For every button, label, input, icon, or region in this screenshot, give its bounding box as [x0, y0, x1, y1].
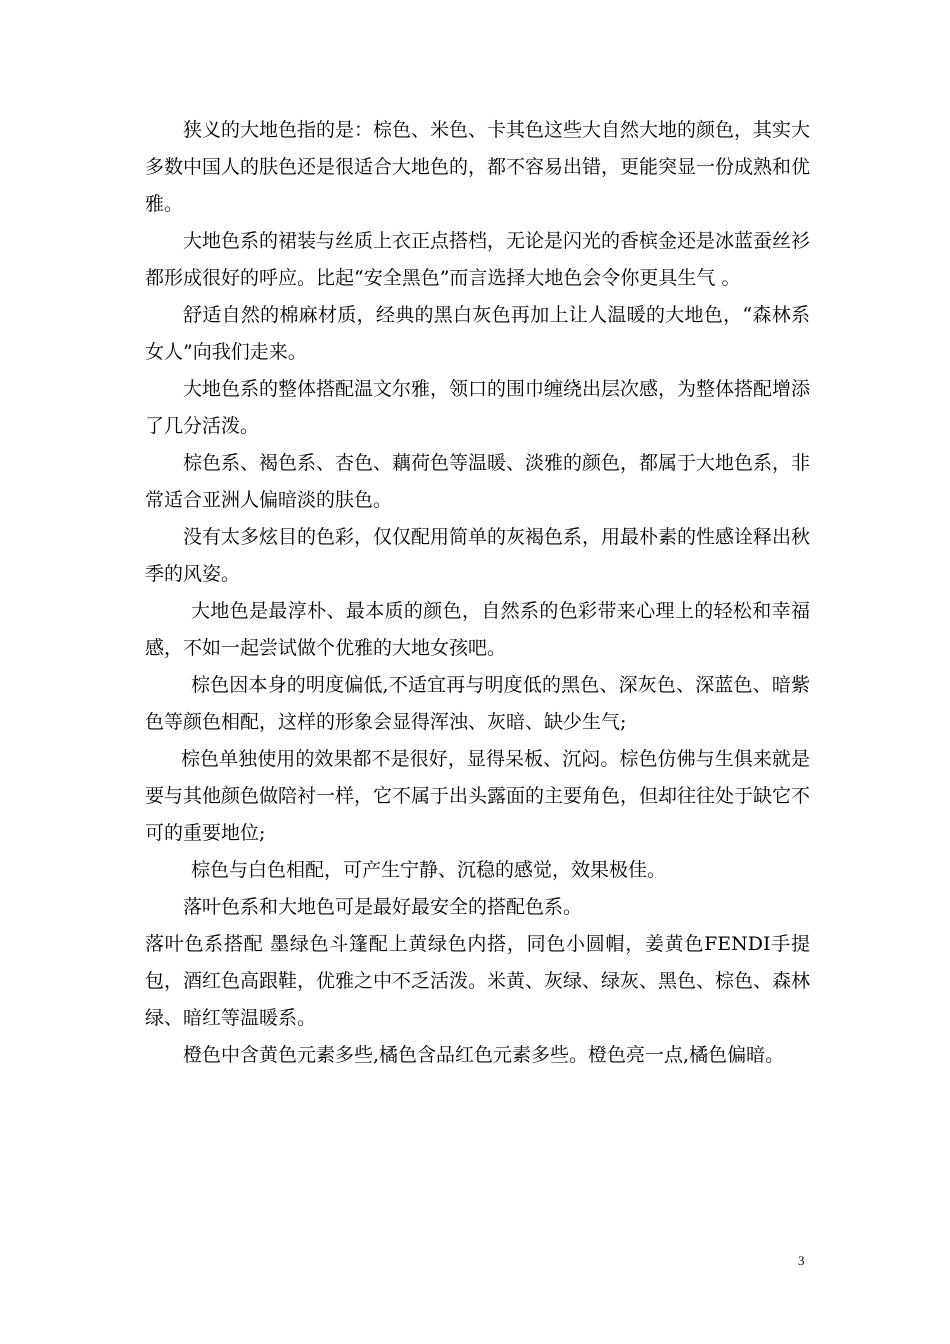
paragraph-13: 橙色中含黄色元素多些,橘色含品红色元素多些。橙色亮一点,橘色偏暗。	[183, 1044, 785, 1066]
paragraph-2: 大地色系的裙装与丝质上衣正点搭档，无论是闪光的香槟金还是冰蓝蚕丝衫都形成很好的呼应。比起“安全黑色”而言选择大地色会令你更具生气 。	[145, 230, 811, 289]
paragraph-1: 狭义的大地色指的是：棕色、米色、卡其色这些大自然大地的颜色，其实大多数中国人的肤色还是很适合大地色的，都不容易出错，更能突显一份成熟和优雅。	[145, 119, 811, 215]
paragraph-4: 大地色系的整体搭配温文尔雅，领口的围巾缠绕出层次感，为整体搭配增添了几分活泼。	[145, 378, 811, 437]
paragraph-12: 落叶色系搭配 墨绿色斗篷配上黄绿色内搭，同色小圆帽，姜黄色FENDI手提包，酒红色高跟鞋，优雅之中不乏活泼。米黄、灰绿、绿灰、黑色、棕色、森林绿、暗红等温暖系。	[145, 933, 811, 1029]
page-number: 3	[798, 1253, 805, 1268]
paragraph-3: 舒适自然的棉麻材质，经典的黑白灰色再加上让人温暖的大地色，“森林系女人”向我们走来。	[145, 304, 810, 363]
paragraph-8: 棕色因本身的明度偏低,不适宜再与明度低的黑色、深灰色、深蓝色、暗紫色等颜色相配，这样的形象会显得浑浊、灰暗、缺少生气;	[145, 674, 810, 733]
body-text	[145, 112, 810, 1074]
paragraph-10: 棕色与白色相配，可产生宁静、沉稳的感觉，效果极佳。	[191, 859, 667, 881]
paragraph-9: 棕色单独使用的效果都不是很好，显得呆板、沉闷。棕色仿佛与生俱来就是要与其他颜色做陪衬一样，它不属于出头露面的主要角色，但却往往处于缺它不可的重要地位;	[145, 748, 811, 844]
paragraph-6: 没有太多炫目的色彩，仅仅配用简单的灰褐色系，用最朴素的性感诠释出秋季的风姿。	[145, 526, 811, 585]
paragraph-5: 棕色系、褐色系、杏色、藕荷色等温暖、淡雅的颜色，都属于大地色系，非常适合亚洲人偏暗淡的肤色。	[145, 452, 811, 511]
paragraph-11: 落叶色系和大地色可是最好最安全的搭配色系。	[183, 896, 583, 918]
paragraph-7: 大地色是最淳朴、最本质的颜色，自然系的色彩带来心理上的轻松和幸福感，不如一起尝试做个优雅的大地女孩吧。	[145, 600, 810, 659]
